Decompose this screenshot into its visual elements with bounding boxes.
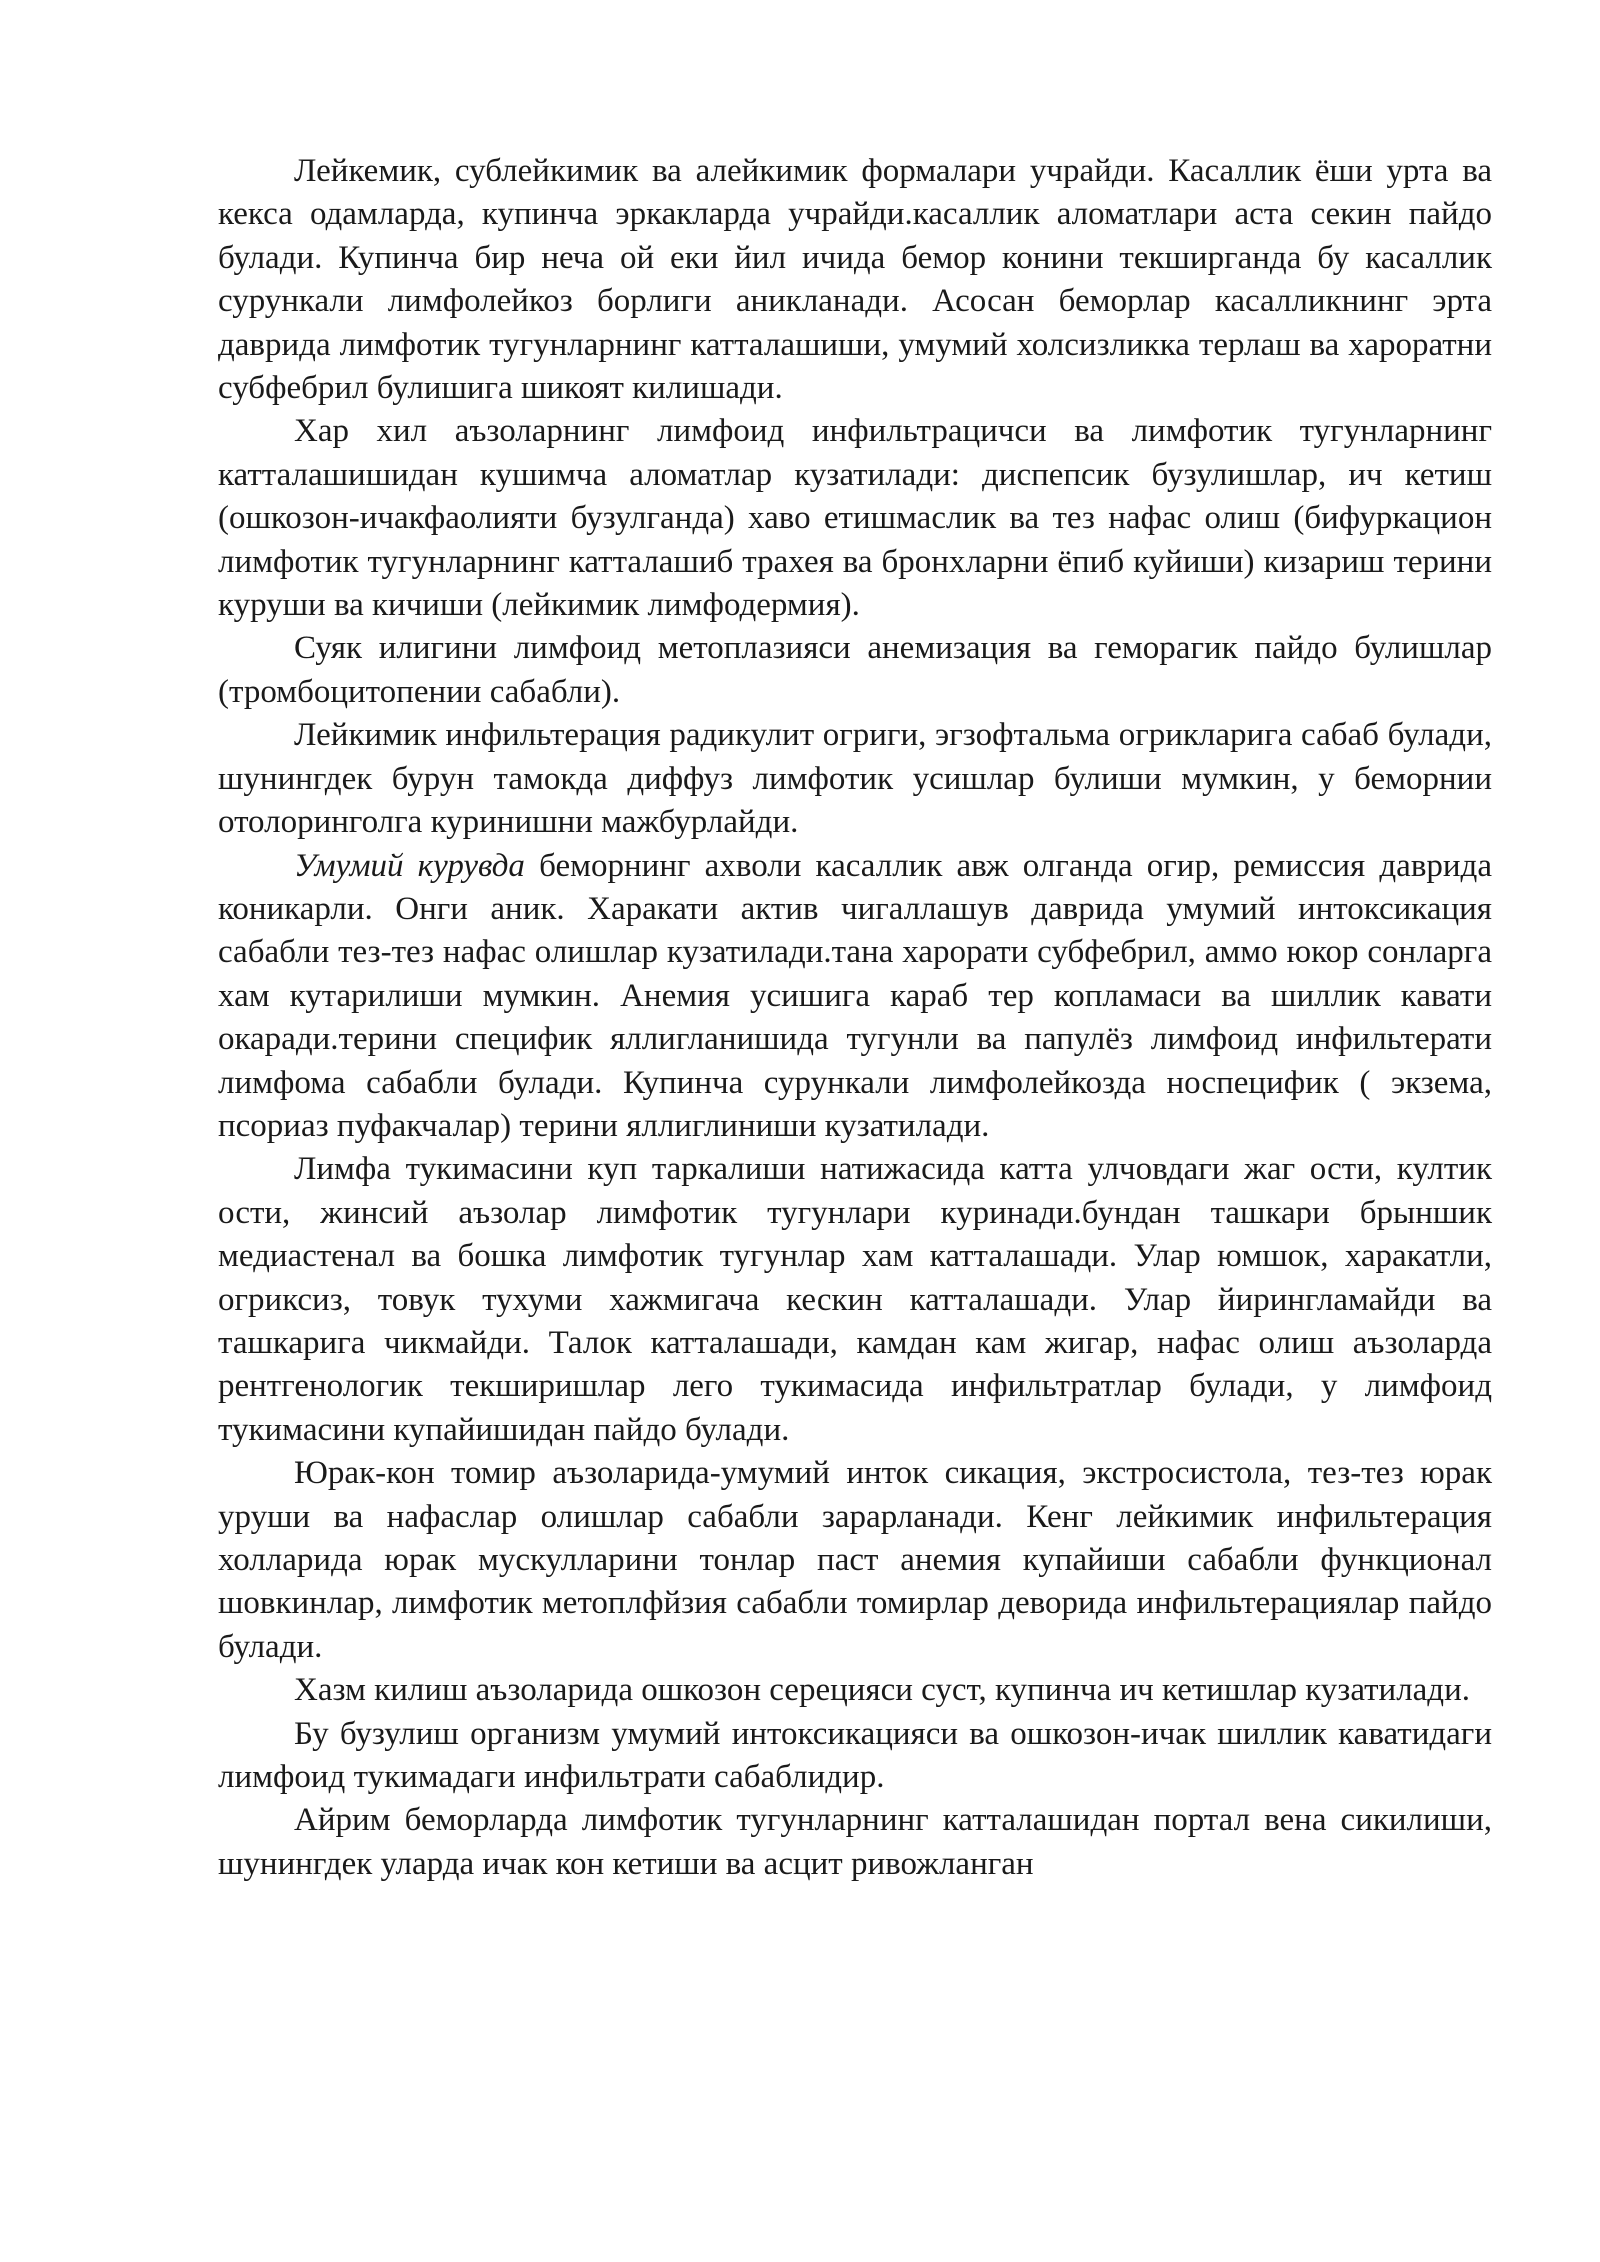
- paragraph-text: Лимфа тукимасини куп таркалиши натижасида катта улчовдаги жаг ости, култик ости, жинсий аъзолар лимфотик тугунлари куринади.бундан ташкари брыншик медиастенал ва бошка лимфотик тугунлар хам катталашади. Улар юмшок, харакатли, огриксиз, товук тухуми хажмигача кескин катталашади. Улар йирингламайди ва ташкарига чикмайди. Талок катталашади, камдан кам жигар, нафас олиш аъзоларда рентгенологик текширишлар лего тукимасида инфильтратлар булади, у лимфоид тукимасини купайишидан пайдо булади.: [218, 1151, 1492, 1448]
- paragraph-text: Айрим беморларда лимфотик тугунларнинг катталашидан портал вена сикилиши, шунингдек уларда ичак кон кетиши ва асцит ривожланган: [218, 1802, 1492, 1882]
- paragraph-text: Хар хил аъзоларнинг лимфоид инфильтрацичси ва лимфотик тугунларнинг катталашишидан кушимча аломатлар кузатилади: диспепсик бузулишлар, ич кетиш (ошкозон-ичакфаолияти бузулганда) хаво етишмаслик ва тез нафас олиш (бифуркацион лимфотик тугунларнинг катталашиб трахея ва бронхларни ёпиб куйиши) кизариш терини куруши ва кичиши (лейкимик лимфодермия).: [218, 413, 1492, 624]
- paragraph-7: [218, 1452, 1492, 1669]
- italic-heading: Умумий курувда: [294, 847, 525, 884]
- paragraph-9: [218, 1713, 1492, 1800]
- paragraph-4: [218, 714, 1492, 844]
- paragraph-1: [218, 150, 1492, 410]
- paragraph-6: [218, 1148, 1492, 1452]
- paragraph-text: Лейкимик инфильтерация радикулит огриги, эгзофтальма огрикларига сабаб булади, шунингдек бурун тамокда диффуз лимфотик усишлар булиши мумкин, у беморнии отолоринголга куринишни мажбурлайди.: [218, 717, 1492, 841]
- paragraph-5: [218, 845, 1492, 1149]
- paragraph-text: Бу бузулиш организм умумий интоксикацияси ва ошкозон-ичак шиллик каватидаги лимфоид тукимадаги инфильтрати сабаблидир.: [218, 1715, 1492, 1796]
- paragraph-text: Суяк илигини лимфоид метоплазияси анемизация ва геморагик пайдо булишлар (тромбоцитопении сабабли).: [218, 630, 1492, 710]
- paragraph-text: Юрак-кон томир аъзоларида-умумий инток сикация, экстросистола, тез-тез юрак уруши ва нафаслар олишлар сабабли зарарланади. Кенг лейкимик инфильтерация холларида юрак мускулларини тонлар паст анемия купайиши сабабли функционал шовкинлар, лимфотик метоплфйзия сабабли томирлар деворида инфильтерациялар пайдо булади.: [218, 1455, 1492, 1665]
- paragraph-text: беморнинг ахволи касаллик авж олганда огир, ремиссия даврида коникарли. Онги аник. Харакати актив чигаллашув даврида умумий интоксикация сабабли тез-тез нафас олишлар кузатилади.тана харорати субфебрил, аммо юкор сонларга хам кутарилиши мумкин. Анемия усишига караб тер копламаси ва шиллик кавати окаради.терини специфик яллигланишида тугунли ва папулёз лимфоид инфильтерати лимфома сабабли булади. Купинча сурункали лимфолейкозда носпецифик ( экзема, псориаз пуфакчалар) терини яллиглиниши кузатилади.: [218, 847, 1492, 1144]
- paragraph-text: Лейкемик, сублейкимик ва алейкимик формалари учрайди. Касаллик ёши урта ва кекса одамларда, купинча эркакларда учрайди.касаллик аломатлари аста секин пайдо булади. Купинча бир неча ой еки йил ичида бемор конини текширганда бу касаллик сурункали лимфолейкоз борлиги аникланади. Асосан беморлар касалликнинг эрта даврида лимфотик тугунларнинг катталашиши, умумий холсизликка терлаш ва хароратни субфебрил булишига шикоят килишади.: [218, 153, 1492, 407]
- paragraph-10: [218, 1799, 1492, 1886]
- document-page: [218, 150, 1492, 1886]
- paragraph-2: [218, 410, 1492, 627]
- paragraph-3: [218, 627, 1492, 714]
- paragraph-text: Хазм килиш аъзоларида ошкозон серецияси суст, купинча ич кетишлар кузатилади.: [294, 1672, 1471, 1709]
- paragraph-8: [218, 1669, 1492, 1712]
